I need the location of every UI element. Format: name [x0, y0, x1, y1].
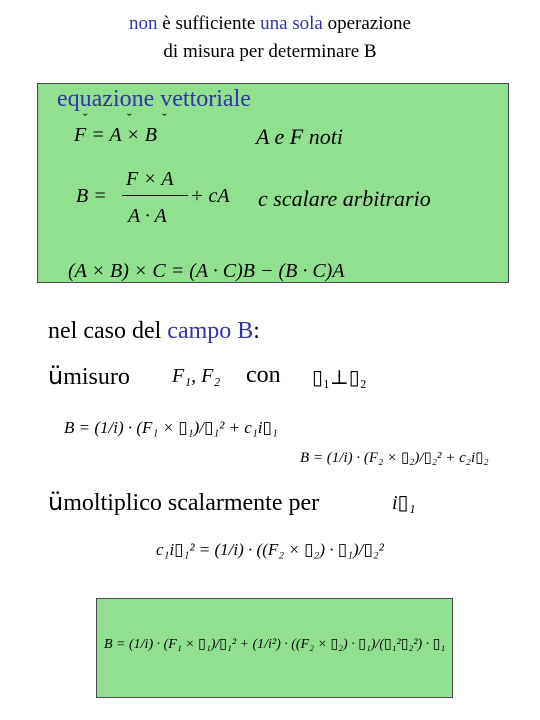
title-text-2: operazione [322, 13, 411, 34]
section-intro [48, 318, 260, 345]
title-una-sola: una sola [260, 13, 323, 34]
vector-mark: ˘ [83, 112, 88, 127]
measure-label: misuro [63, 364, 130, 390]
multiply-vector: i▯₁ [392, 492, 416, 514]
equation-b-lhs: B = [76, 185, 107, 207]
multiply-line [48, 488, 319, 517]
vector-equation-box [37, 83, 509, 283]
equation-force: F = A × B [74, 124, 157, 146]
measured-forces: F₁, F₂ [172, 365, 221, 387]
check-icon: ü [48, 362, 64, 390]
perpendicular-currents: ▯₁⊥▯₂ [312, 367, 367, 389]
known-quantities: A e F noti [256, 124, 343, 149]
box-heading: equazione vettoriale [57, 86, 251, 112]
intro-text: nel caso del [48, 318, 168, 344]
title-non: non [129, 13, 158, 34]
intro-colon: : [253, 318, 260, 344]
equation-b-tail: + cA [190, 185, 230, 207]
equation-b-denominator: A · A [128, 205, 167, 227]
formula-b-from-f2: B = (1/i) · (F₂ × ▯₂)/▯₂² + c₂i▯₂ [300, 450, 489, 466]
fraction-bar [122, 195, 188, 196]
check-icon-2: ü [48, 488, 64, 516]
intro-campo-b: campo B [167, 318, 254, 344]
measure-line [48, 362, 130, 391]
equation-b-numerator: F × A [126, 168, 174, 190]
slide-title-line1 [0, 12, 540, 36]
vector-mark: ˘ [162, 112, 167, 127]
formula-b-from-f1: B = (1/i) · (F₁ × ▯₁)/▯₁² + c₁i▯₁ [64, 418, 278, 437]
vector-mark: ˘ [127, 112, 132, 127]
slide-title-line2: di misura per determinare B [163, 41, 377, 62]
title-text: è sufficiente [157, 13, 261, 34]
scalar-note: c scalare arbitrario [258, 186, 431, 211]
multiply-label: moltiplico scalarmente per [63, 490, 320, 516]
vector-triple-product-identity: (A × B) × C = (A · C)B − (B · C)A [68, 260, 345, 282]
with-label: con [246, 362, 281, 388]
formula-final-b: B = (1/i) · (F₁ × ▯₁)/▯₁² + (1/i²) · ((F₂ × ▯₂) · ▯₁)/(▯₁²▯₂²) · ▯₁ [104, 637, 446, 652]
formula-c1: c₁i▯₁² = (1/i) · ((F₂ × ▯₂) · ▯₁)/▯₂² [156, 540, 384, 559]
